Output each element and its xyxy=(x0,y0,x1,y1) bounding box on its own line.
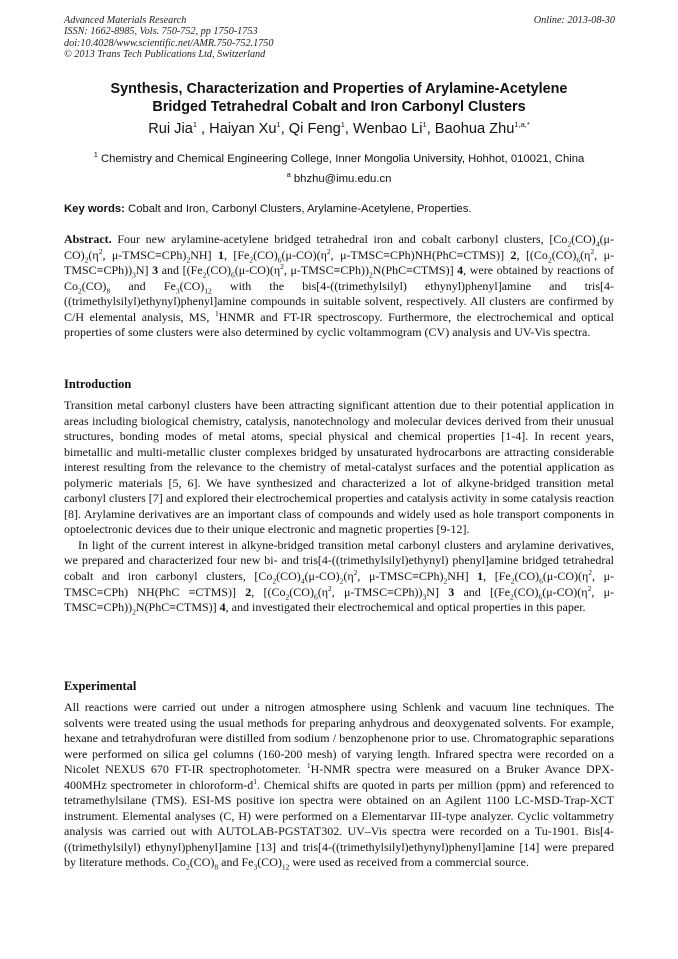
issn: ISSN: 1662-8985, Vols. 750-752, pp 1750-1753 xyxy=(64,26,258,38)
keywords-text: Cobalt and Iron, Carbonyl Clusters, Arylamine-Acetylene, Properties. xyxy=(128,203,472,215)
author: Qi Feng xyxy=(288,121,341,137)
journal-name: Advanced Materials Research xyxy=(64,15,187,26)
email-sup: a xyxy=(286,170,291,180)
introduction xyxy=(64,398,614,616)
paper-title xyxy=(64,81,614,116)
abstract-text: Abstract. Four new arylamine-acetylene bridged tetrahedral iron and cobalt carbonyl clusters, [$Co_2(CO)_4(\mu-CO)_2(\eta^2$, $\mu-TMSC\equiv CPh)_2NH$] 1, [$Fe_2(CO)_6(\mu-CO)(\eta^2$, μ-TMSC≡CPh)NH(PhC≡CTMS)] 2, [($Co_2(CO)_6(\eta^2$, $\mu-TMSC\equiv CPh))_3N$] 3 and [($Fe_2(CO)_6(\mu-CO)(\eta^2$, $\mu-TMSC\equiv CPh))_2N(PhC\equiv CTMS)$] 4, were obtained by reactions of $Co_2(CO)_8$ and $Fe_3(CO)_{12}$ with the bis[4-((trimethylsilyl) ethynyl)phenyl]amine and tris[4-((trimethylsilyl)ethynyl)phenyl]amine compounds in suitable solvent, respectively. All clusters are confirmed by C/H elemental analysis, MS, $^1$HNMR and FT-IR spectroscopy. Furthermore, the electrochemical and optical properties of some clusters were also determined by cyclic voltammogram (CV) analysis and UV-Vis spectra. xyxy=(64,232,615,340)
author-sup: 1 xyxy=(422,120,427,130)
email-line xyxy=(64,172,614,186)
intro-paragraph-1: Transition metal carbonyl clusters have been attracting significant attention due to their potential application in areas including biological chemistry, catalysis, nanotechnology and molecular devices derived from their unusual structures, bonding modes of metal atoms, special physical and chemical properties [1-4]. In recent years, bimetallic and multi-metallic cluster complexes bridged by unsaturated hydrocarbons are attracting considerable interest resulting from the relevance to the chemistry of metal-catalyst surfaces and the potential application as polymeric materials [5, 6]. We have synthesized and characterized a lot of alkyne-bridged transition metal carbonyl clusters [7] and explored their electrochemical properties and catalysis activity in some catalysis reaction [8]. Arylamine derivatives are an important class of compounds and widely used as hole transport components in optoelectronic devices due to their unique electronic and magnetic properties [9-12]. xyxy=(64,398,614,537)
keywords xyxy=(64,202,614,216)
author: Wenbao Li xyxy=(353,121,423,137)
author-list: Rui Jia$^1$ , Haiyan Xu$^1$, Qi Feng$^1$, Wenbao Li$^1$, Baohua Zhu$^{1,a,*}$ xyxy=(148,120,530,137)
affiliation-sup: 1 xyxy=(93,150,98,160)
author-sup: 1 xyxy=(340,120,345,130)
experimental xyxy=(64,700,614,871)
author-sup: 1 xyxy=(276,120,281,130)
title-line-2: Bridged Tetrahedral Cobalt and Iron Carbonyl Clusters xyxy=(152,98,526,115)
doi: doi:10.4028/www.scientific.net/AMR.750-752.1750 xyxy=(64,37,274,49)
keywords-label: Key words: xyxy=(64,203,125,215)
intro-paragraph-2: In light of the current interest in alkyne-bridged transition metal carbonyl clusters and arylamine derivatives, we prepared and characterized four new bi- and tris[4-((trimethylsilyl)ethynyl) phenyl]amine bridged tetrahedral cobalt and iron carbonyl clusters, [$Co_2(CO)_4(\mu-CO)_2(\eta^2$, $\mu-TMSC\equiv CPh)_2NH$] 1, [$Fe_2(CO)_6(\mu-CO)(\eta^2$, μ-TMSC≡CPh) NH(PhC ≡CTMS)] 2, [($Co_2(CO)_6(\eta^2$, $\mu-TMSC\equiv CPh))_3N$] 3 and [($Fe_2(CO)_6(\mu-CO)(\eta^2$, $\mu-TMSC\equiv CPh))_2N(PhC\equiv CTMS)$] 4, and investigated their electrochemical and optical properties in this paper. xyxy=(64,537,615,617)
author-sup: 1 xyxy=(192,120,197,130)
author: Haiyan Xu xyxy=(209,121,277,137)
title-line-1: Synthesis, Characterization and Properties of Arylamine-Acetylene xyxy=(110,81,568,97)
author-sup: 1,a,* xyxy=(514,120,530,130)
experimental-paragraph: All reactions were carried out under a nitrogen atmosphere using Schlenk and vacuum line techniques. The solvents were treated using the usual methods for preparing anhydrous and deoxygenated solvents. For example, hexane and tetrahydrofuran were distilled from sodium / benzophenone prior to use. Chromatographic separations were performed on silica gel columns (160-200 mesh) of varying length. Infrared spectra were recorded on a Nicolet NEXUS 670 FT-IR spectrophotometer. $^1$H-NMR spectra were measured on a Bruker Avance DPX-400MHz spectrometer in chloroform-$d^1$. Chemical shifts are quoted in parts per million (ppm) and referenced to tetramethylsilane (TMS). ESI-MS positive ion spectra were obtained on an Agilent 1100 LC-MSD-Trap-XCT instrument. Elemental analyses (C, H) were performed on a Elementarvar III-type analyzer. Cyclic voltammetry analysis was carried out with AUTOLAB-PGSTAT302. UV–Vis spectra were recorded on a Tu-1901. Bis[4-((trimethylsilyl) ethynyl)phenyl]amine [13] and tris[4-((trimethylsilyl)ethynyl)phenyl]amine [14] were prepared by literature methods. $Co_2(CO)_8$ and $Fe_3(CO)_{12}$ were used as received from a commercial source. xyxy=(64,700,614,872)
author: Baohua Zhu xyxy=(434,121,515,137)
affiliation-text: Chemistry and Chemical Engineering College, Inner Mongolia University, Hohhot, 010021, China xyxy=(101,153,585,165)
online-date: Online: 2013-08-30 xyxy=(533,15,615,26)
section-heading-experimental: Experimental xyxy=(64,679,137,693)
section-heading-introduction: Introduction xyxy=(64,377,132,391)
affiliation xyxy=(64,152,614,166)
copyright: © 2013 Trans Tech Publications Ltd, Switzerland xyxy=(64,48,266,60)
abstract-label: Abstract. xyxy=(64,232,112,246)
abstract xyxy=(64,232,614,341)
email-address[interactable]: bhzhu@imu.edu.cn xyxy=(293,173,392,185)
author: Rui Jia xyxy=(148,121,193,137)
journal-meta xyxy=(64,15,273,60)
